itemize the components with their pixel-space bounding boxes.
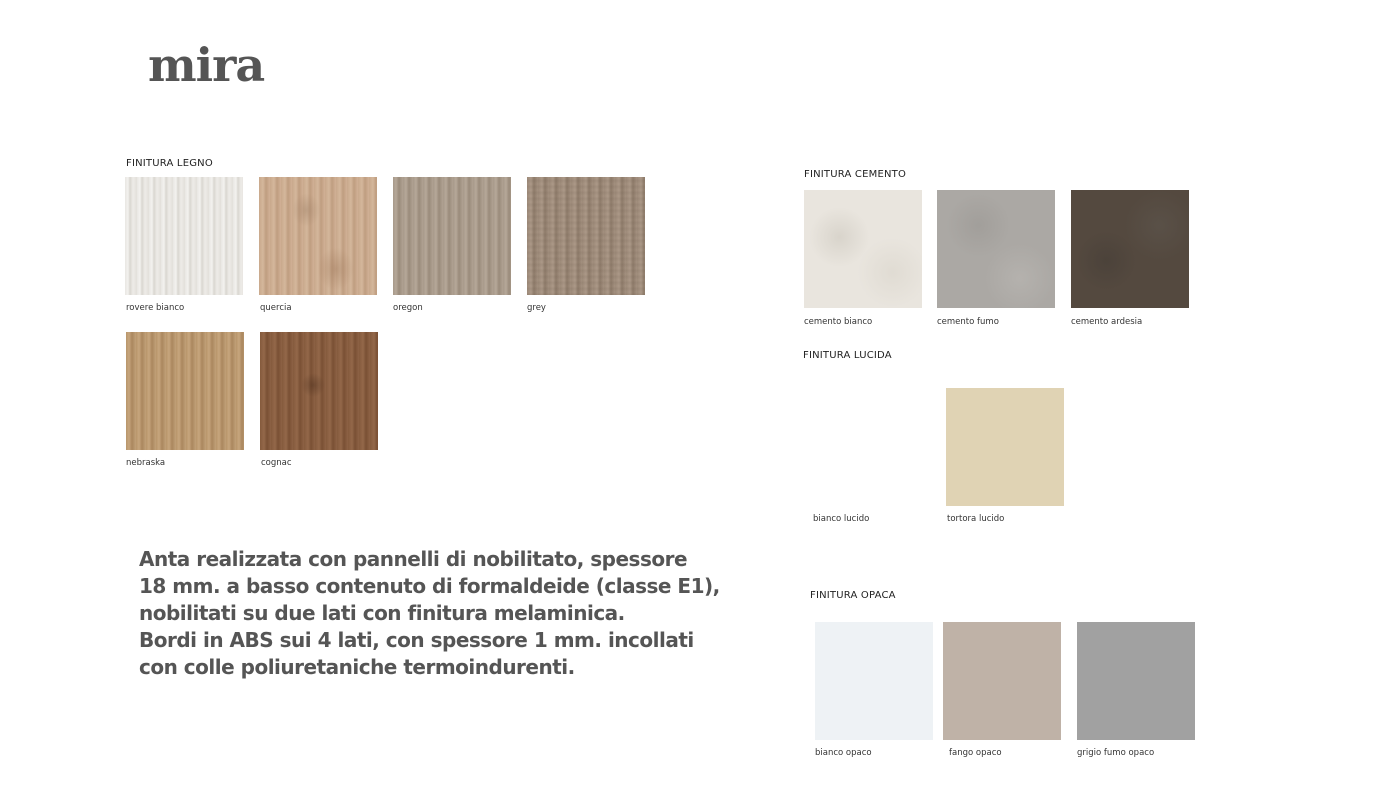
swatch-cemento-bianco[interactable] — [804, 190, 922, 308]
swatch-rovere-bianco[interactable] — [125, 177, 243, 295]
description-line: Anta realizzata con pannelli di nobilitato, spessore — [139, 547, 688, 571]
section-title-opaca: FINITURA OPACA — [810, 590, 896, 601]
swatch-label-tortora-lucido: tortora lucido — [947, 514, 1005, 524]
description-line: nobilitati su due lati con finitura melaminica. — [139, 601, 625, 625]
brand-logo: mira — [148, 38, 265, 92]
swatch-oregon[interactable] — [393, 177, 511, 295]
swatch-label-cemento-fumo: cemento fumo — [937, 317, 999, 327]
section-title-lucida: FINITURA LUCIDA — [803, 350, 892, 361]
swatch-label-fango-opaco: fango opaco — [949, 748, 1002, 758]
swatch-cognac[interactable] — [260, 332, 378, 450]
description-line: Bordi in ABS sui 4 lati, con spessore 1 mm. incollati — [139, 628, 694, 652]
section-title-cemento: FINITURA CEMENTO — [804, 169, 907, 180]
section-title-legno: FINITURA LEGNO — [126, 158, 213, 169]
swatch-bianco-lucido[interactable] — [812, 388, 930, 506]
swatch-tortora-lucido[interactable] — [946, 388, 1064, 506]
swatch-quercia[interactable] — [259, 177, 377, 295]
swatch-cemento-fumo[interactable] — [937, 190, 1055, 308]
swatch-label-cognac: cognac — [261, 458, 292, 468]
swatch-label-bianco-lucido: bianco lucido — [813, 514, 870, 524]
swatch-label-rovere-bianco: rovere bianco — [126, 303, 185, 313]
description-line: con colle poliuretaniche termoindurenti. — [139, 655, 575, 679]
swatch-cemento-ardesia[interactable] — [1071, 190, 1189, 308]
swatch-label-cemento-bianco: cemento bianco — [804, 317, 873, 327]
description-line: 18 mm. a basso contenuto di formaldeide (classe E1), — [139, 574, 720, 598]
swatch-bianco-opaco[interactable] — [815, 622, 933, 740]
swatch-label-bianco-opaco: bianco opaco — [815, 748, 872, 758]
swatch-label-nebraska: nebraska — [126, 458, 166, 468]
swatch-label-oregon: oregon — [393, 303, 423, 313]
swatch-grigio-fumo-opaco[interactable] — [1077, 622, 1195, 740]
swatch-label-cemento-ardesia: cemento ardesia — [1071, 317, 1143, 327]
swatch-label-quercia: quercia — [260, 303, 292, 313]
swatch-label-grigio-fumo-opaco: grigio fumo opaco — [1077, 748, 1155, 758]
swatch-nebraska[interactable] — [126, 332, 244, 450]
swatch-fango-opaco[interactable] — [943, 622, 1061, 740]
description-text — [139, 546, 739, 681]
swatch-grey[interactable] — [527, 177, 645, 295]
swatch-label-grey: grey — [527, 303, 546, 313]
